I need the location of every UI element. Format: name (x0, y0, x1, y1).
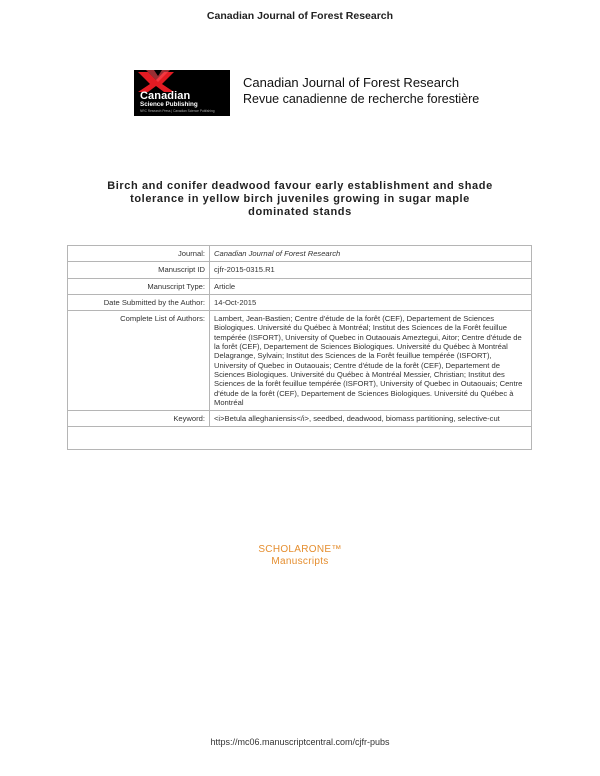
manuscript-id-value: cjfr-2015-0315.R1 (210, 262, 532, 278)
table-row (68, 311, 532, 411)
manuscript-metadata-table (67, 245, 532, 450)
logo-science-publishing: Science Publishing (140, 101, 198, 108)
table-row (68, 411, 532, 427)
table-row (68, 246, 532, 262)
logo-tagline: NRC Research Press | Canadian Science Publishing (140, 109, 215, 113)
authors-value: Lambert, Jean-Bastien; Centre d'étude de la forêt (CEF), Departement de Sciences Biologiques. Université du Québec à Montréal; Institut des Sciences de la Forêt feuillue tempérée (ISFORT), University of Quebec in Outaouais Ameztegui, Aitor; Centre d'étude de la forêt (CEF), Departement de Sciences Biologiques. Université du Québec à Montréal Delagrange, Sylvain; Institut des Sciences de la Forêt feuillue tempérée (ISFORT), University of Quebec in Outaouais; Centre d'étude de la forêt (CEF), Departement de Sciences Biologiques. Université du Québec à Montréal Messier, Christian; Institut des Sciences de la forêt feuillue tempérée (ISFORT), University of Quebec in Outaouais; Centre d'étude de la forêt (CEF), Departement de Sciences Biologiques. Université du Québec à Montréal (210, 311, 532, 411)
running-header: Canadian Journal of Forest Research (206, 10, 394, 22)
scholarone-logo (0, 544, 600, 568)
keyword-label: Keyword: (68, 411, 210, 427)
manuscript-id-label: Manuscript ID (68, 262, 210, 278)
scholarone-brand: SCHOLARONE™ (258, 544, 342, 555)
table-row (68, 262, 532, 278)
date-submitted-label: Date Submitted by the Author: (68, 294, 210, 310)
logo-canadian: Canadian (140, 90, 191, 102)
logo-black-box (134, 70, 230, 116)
scholarone-sub: Manuscripts (271, 556, 329, 567)
manuscript-type-value: Article (210, 278, 532, 294)
footer-url[interactable]: https://mc06.manuscriptcentral.com/cjfr-pubs (210, 737, 390, 747)
paper-title: Birch and conifer deadwood favour early establishment and shade tolerance in yellow birch juveniles growing in sugar maple dominated stands (107, 180, 493, 218)
journal-label: Journal: (68, 246, 210, 262)
journal-name-english: Canadian Journal of Forest Research (243, 75, 460, 90)
journal-name-french: Revue canadienne de recherche forestière (243, 92, 480, 106)
table-row (68, 294, 532, 310)
empty-cell (68, 427, 532, 450)
manuscript-type-label: Manuscript Type: (68, 278, 210, 294)
authors-label: Complete List of Authors: (68, 311, 210, 411)
table-row (68, 427, 532, 450)
date-submitted-value: 14-Oct-2015 (210, 294, 532, 310)
journal-value: Canadian Journal of Forest Research (210, 246, 532, 262)
table-row (68, 278, 532, 294)
keyword-value: <i>Betula alleghaniensis</i>, seedbed, deadwood, biomass partitioning, selective-cut (210, 411, 532, 427)
